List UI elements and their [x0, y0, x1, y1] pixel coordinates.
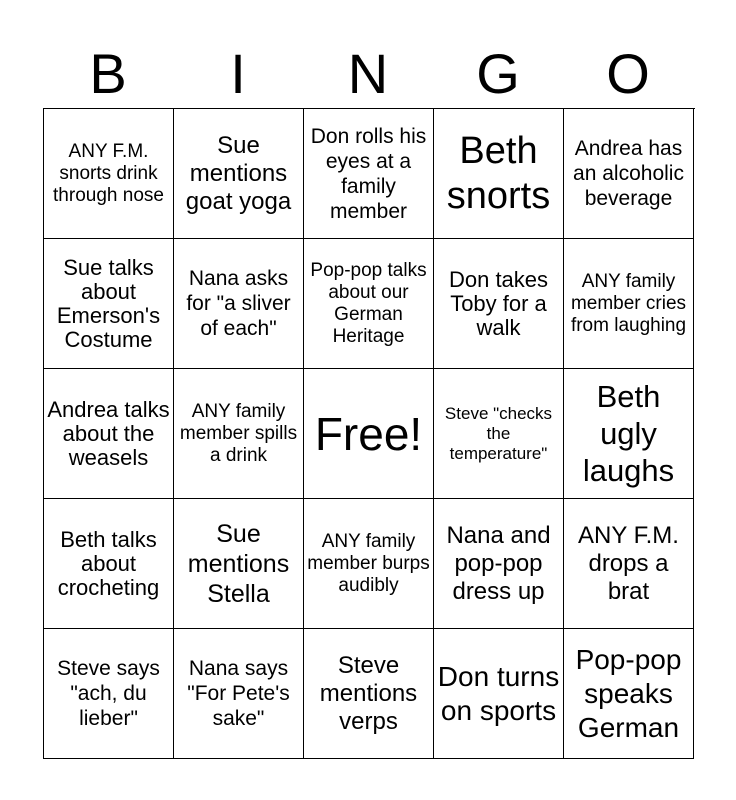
bingo-cell-r5-c5[interactable]: [564, 629, 694, 759]
cell-text: Don turns on sports: [437, 660, 560, 726]
bingo-cell-r4-c1[interactable]: [44, 499, 174, 629]
header-letter-o: O: [606, 42, 650, 105]
bingo-cell-r2-c1[interactable]: [44, 239, 174, 369]
bingo-cell-r1-c3[interactable]: [304, 109, 434, 239]
cell-text: Nana asks for "a sliver of each": [186, 267, 291, 340]
header-letter-i: I: [230, 42, 246, 105]
bingo-cell-r4-c4[interactable]: [434, 499, 564, 629]
bingo-cell-r2-c2[interactable]: [174, 239, 304, 369]
bingo-cell-r1-c5[interactable]: [564, 109, 694, 239]
cell-text: ANY family member spills a drink: [179, 400, 298, 466]
cell-text: Sue mentions Stella: [187, 519, 290, 608]
cell-text: Beth ugly laughs: [582, 379, 675, 488]
cell-text: Beth snorts: [446, 129, 551, 217]
cell-text: Andrea has an alcoholic beverage: [573, 137, 684, 210]
bingo-cell-r2-c4[interactable]: [434, 239, 564, 369]
bingo-cell-r5-c1[interactable]: [44, 629, 174, 759]
cell-text: Free!: [314, 407, 423, 460]
header-letter-b: B: [89, 42, 127, 105]
bingo-cell-r2-c3[interactable]: [304, 239, 434, 369]
cell-text: Sue mentions goat yoga: [185, 131, 292, 215]
cell-text: ANY family member cries from laughing: [570, 270, 687, 336]
cell-text: Sue talks about Emerson's Costume: [56, 254, 161, 352]
bingo-cell-r5-c2[interactable]: [174, 629, 304, 759]
cell-text: Steve "checks the temperature": [444, 403, 553, 463]
cell-text: Steve mentions verps: [319, 651, 418, 735]
cell-text: Don rolls his eyes at a family member: [310, 124, 427, 223]
bingo-cell-r3-c1[interactable]: [44, 369, 174, 499]
cell-text: ANY F.M. drops a brat: [578, 521, 679, 605]
bingo-cell-r5-c4[interactable]: [434, 629, 564, 759]
cell-text: Andrea talks about the weasels: [47, 396, 170, 470]
bingo-cell-r4-c5[interactable]: [564, 499, 694, 629]
bingo-board: [43, 108, 695, 759]
cell-text: Nana says "For Pete's sake": [187, 657, 290, 730]
header-letter-n: N: [347, 42, 389, 105]
cell-text: Steve says "ach, du lieber": [57, 657, 160, 730]
cell-text: Pop-pop talks about our German Heritage: [310, 259, 427, 347]
bingo-cell-r1-c1[interactable]: [44, 109, 174, 239]
header-letter-g: G: [476, 42, 520, 105]
cell-text: Beth talks about crocheting: [57, 526, 160, 600]
bingo-cell-r3-c4[interactable]: [434, 369, 564, 499]
bingo-cell-r5-c3[interactable]: [304, 629, 434, 759]
cell-text: Pop-pop speaks German: [575, 643, 682, 743]
cell-text: ANY family member burps audibly: [307, 530, 430, 596]
free-space[interactable]: [304, 369, 434, 499]
bingo-cell-r1-c4[interactable]: [434, 109, 564, 239]
bingo-cell-r3-c5[interactable]: [564, 369, 694, 499]
cell-text: Nana and pop-pop dress up: [446, 521, 551, 605]
bingo-cell-r1-c2[interactable]: [174, 109, 304, 239]
cell-text: ANY F.M. snorts drink through nose: [53, 140, 164, 206]
cell-text: Don takes Toby for a walk: [448, 266, 549, 340]
bingo-cell-r3-c2[interactable]: [174, 369, 304, 499]
bingo-header: [43, 40, 693, 108]
bingo-cell-r4-c2[interactable]: [174, 499, 304, 629]
bingo-cell-r2-c5[interactable]: [564, 239, 694, 369]
bingo-cell-r4-c3[interactable]: [304, 499, 434, 629]
